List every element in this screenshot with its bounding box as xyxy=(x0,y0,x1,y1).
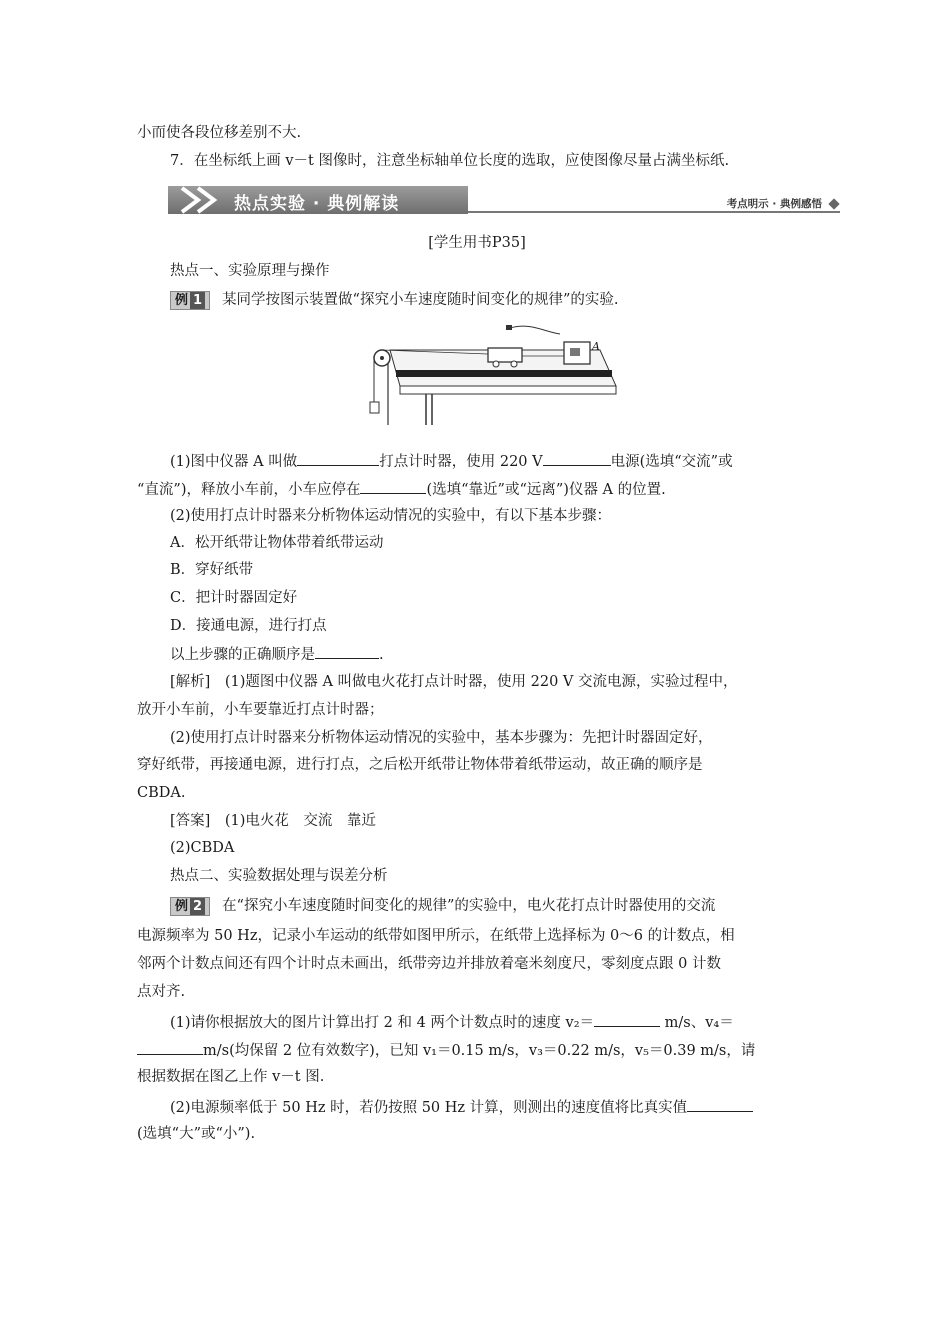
ex2-q2-line1: (2)电源频率低于 50 Hz 时，若仍按照 50 Hz 计算，则测出的速度值将比真实值 xyxy=(170,1096,817,1118)
option-c: C．把计时器固定好 xyxy=(170,590,298,606)
q1-line1: (1)图中仪器 A 叫做 打点计时器，使用 220 V 电源(选填“交流”或 xyxy=(170,450,817,472)
example-tag: 例 1 xyxy=(170,291,210,310)
example-2-line2: 电源频率为 50 Hz，记录小车运动的纸带如图甲所示，在纸带上选择标为 0～6 的计数点，相 xyxy=(137,928,735,944)
example-tag-2: 例 2 xyxy=(170,897,210,916)
ex2-q1-line3: 根据数据在图乙上作 v－t 图. xyxy=(137,1069,325,1085)
banner-rule xyxy=(468,211,840,213)
example-2-line1: 例 2 在“探究小车速度随时间变化的规律”的实验中，电火花打点计时器使用的交流 xyxy=(170,896,817,916)
option-b: B．穿好纸带 xyxy=(170,562,254,578)
ex2-q1-line1: (1)请你根据放大的图片计算出打 2 和 4 两个计数点时的速度 v₂＝ m/s、v₄＝ xyxy=(170,1011,817,1033)
ex2-q1-line2: m/s(均保留 2 位有效数字)，已知 v₁＝0.15 m/s，v₃＝0.22 m/s，v₅＝0.39 m/s，请 xyxy=(137,1039,817,1061)
example-2-line4: 点对齐. xyxy=(137,984,186,1000)
answer-line2: (2)CBDA xyxy=(170,840,235,856)
example-1-stem: 例 1 某同学按图示装置做“探究小车速度随时间变化的规律”的实验. xyxy=(170,290,817,310)
ex2-q2-line2: (选填“大”或“小”). xyxy=(137,1126,256,1142)
banner-title: 热点实验 · 典例解读 xyxy=(234,194,400,214)
diamond-icon xyxy=(828,198,839,209)
tip-7: 7．在坐标纸上画 v－t 图像时，注意坐标轴单位长度的选取，应使图像尽量占满坐标纸. xyxy=(170,153,730,169)
double-chevron-icon xyxy=(176,186,236,214)
solution-line1: [解析] (1)题图中仪器 A 叫做电火花打点计时器，使用 220 V 交流电源，实验过程中， xyxy=(170,674,738,690)
section-banner xyxy=(168,186,840,216)
answer-line1: [答案] (1)电火花 交流 靠近 xyxy=(170,813,376,829)
apparatus-figure xyxy=(360,320,620,425)
hotspot-1-heading: 热点一、实验原理与操作 xyxy=(170,263,330,279)
solution-line3: (2)使用打点计时器来分析物体运动情况的实验中，基本步骤为：先把计时器固定好， xyxy=(170,730,713,746)
solution-line4: 穿好纸带，再接通电源，进行打点，之后松开纸带让物体带着纸带运动，故正确的顺序是 xyxy=(137,757,703,773)
q1-line2: “直流”)，释放小车前，小车应停在 (选填“靠近”或“远离”)仪器 A 的位置. xyxy=(137,478,817,500)
banner-subtitle: 考点明示 · 典例感悟 xyxy=(726,198,822,210)
solution-line2: 放开小车前，小车要靠近打点计时器； xyxy=(137,702,384,718)
solution-line5: CBDA. xyxy=(137,785,186,801)
q2-stem: (2)使用打点计时器来分析物体运动情况的实验中，有以下基本步骤： xyxy=(170,508,612,524)
prev-text-line: 小而使各段位移差别不大. xyxy=(137,125,302,141)
order-question: 以上步骤的正确顺序是 . xyxy=(170,643,817,665)
hotspot-2-heading: 热点二、实验数据处理与误差分析 xyxy=(170,868,388,884)
book-reference: [学生用书P35] xyxy=(428,235,526,251)
label-A: A xyxy=(592,340,600,353)
example-2-line3: 邻两个计数点间还有四个计时点未画出，纸带旁边并排放着毫米刻度尺，零刻度点跟 0 计数 xyxy=(137,956,721,972)
option-d: D．接通电源，进行打点 xyxy=(170,618,327,634)
option-a: A．松开纸带让物体带着纸带运动 xyxy=(170,535,384,551)
